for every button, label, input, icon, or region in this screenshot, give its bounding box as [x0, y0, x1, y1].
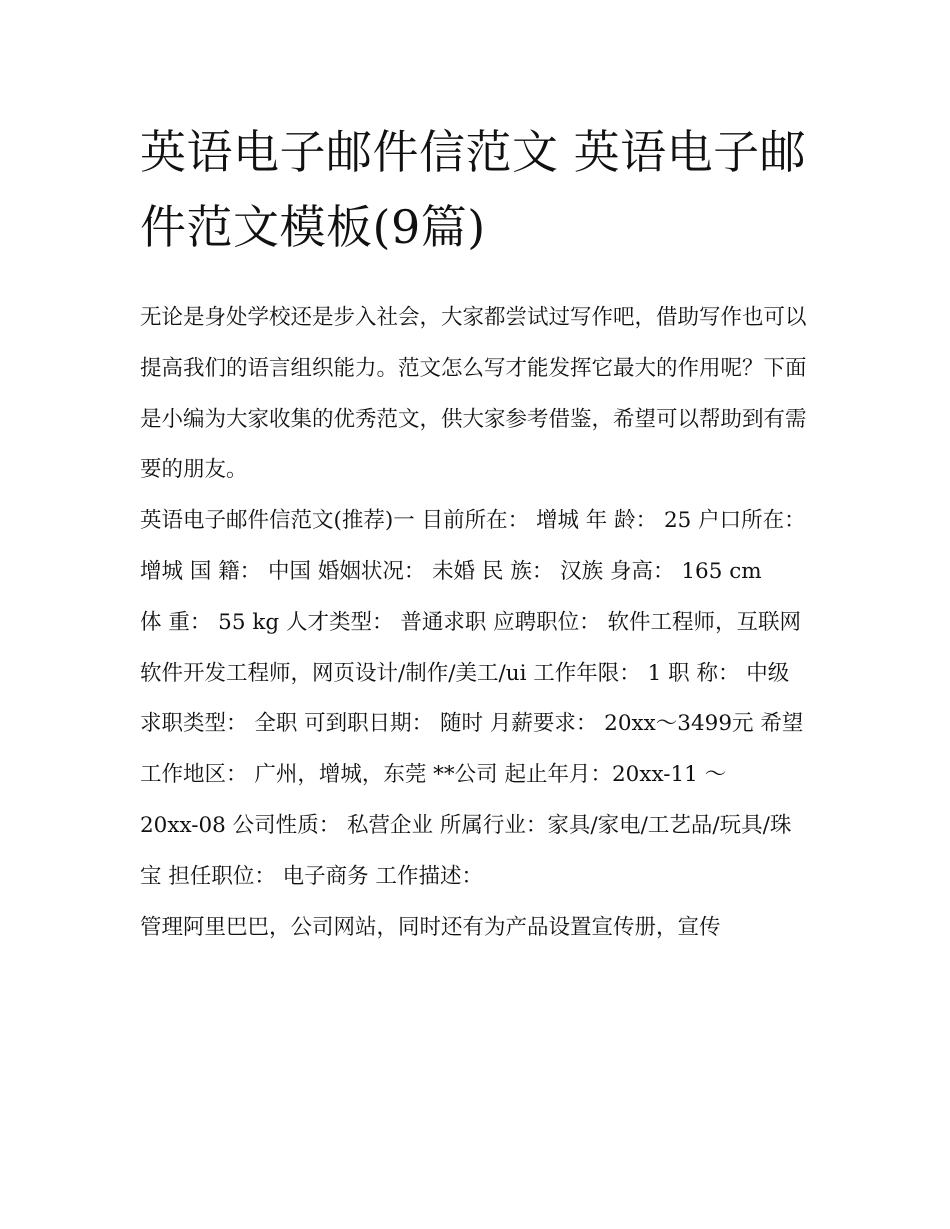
resume-job-requirements: 求职类型： 全职 可到职日期： 随时 月薪要求： 20xx～3499元 希望工作地区： 广州，增城，东莞 **公司 起止年月：20xx-11 ～ [140, 711, 804, 788]
intro-paragraph: 无论是身处学校还是步入社会，大家都尝试过写作吧，借助写作也可以提高我们的语言组织能力。范文怎么写才能发挥它最大的作用呢？下面是小编为大家收集的优秀范文，供大家参考借鉴，希望可以帮助到有需要的朋友。 [140, 305, 807, 483]
document-title: 英语电子邮件信范文 英语电子邮件范文模板(9篇) [140, 125, 807, 254]
resume-job-intention: 体 重： 55 kg 人才类型： 普通求职 应聘职位： 软件工程师，互联网软件开发工程师，网页设计/制作/美工/ui 工作年限： 1 职 称： 中级 [140, 609, 801, 686]
resume-work-experience: 20xx-08 公司性质： 私营企业 所属行业：家具/家电/工艺品/玩具/珠宝 担任职位： 电子商务 工作描述： [140, 812, 792, 889]
resume-work-description: 管理阿里巴巴，公司网站，同时还有为产品设置宣传册，宣传 [140, 914, 721, 940]
resume-basic-info: 英语电子邮件信范文(推荐)一 目前所在： 增城 年 龄： 25 户口所在： 增城 国 籍： 中国 婚姻状况： 未婚 民 族： 汉族 身高： 165 cm [140, 508, 806, 584]
